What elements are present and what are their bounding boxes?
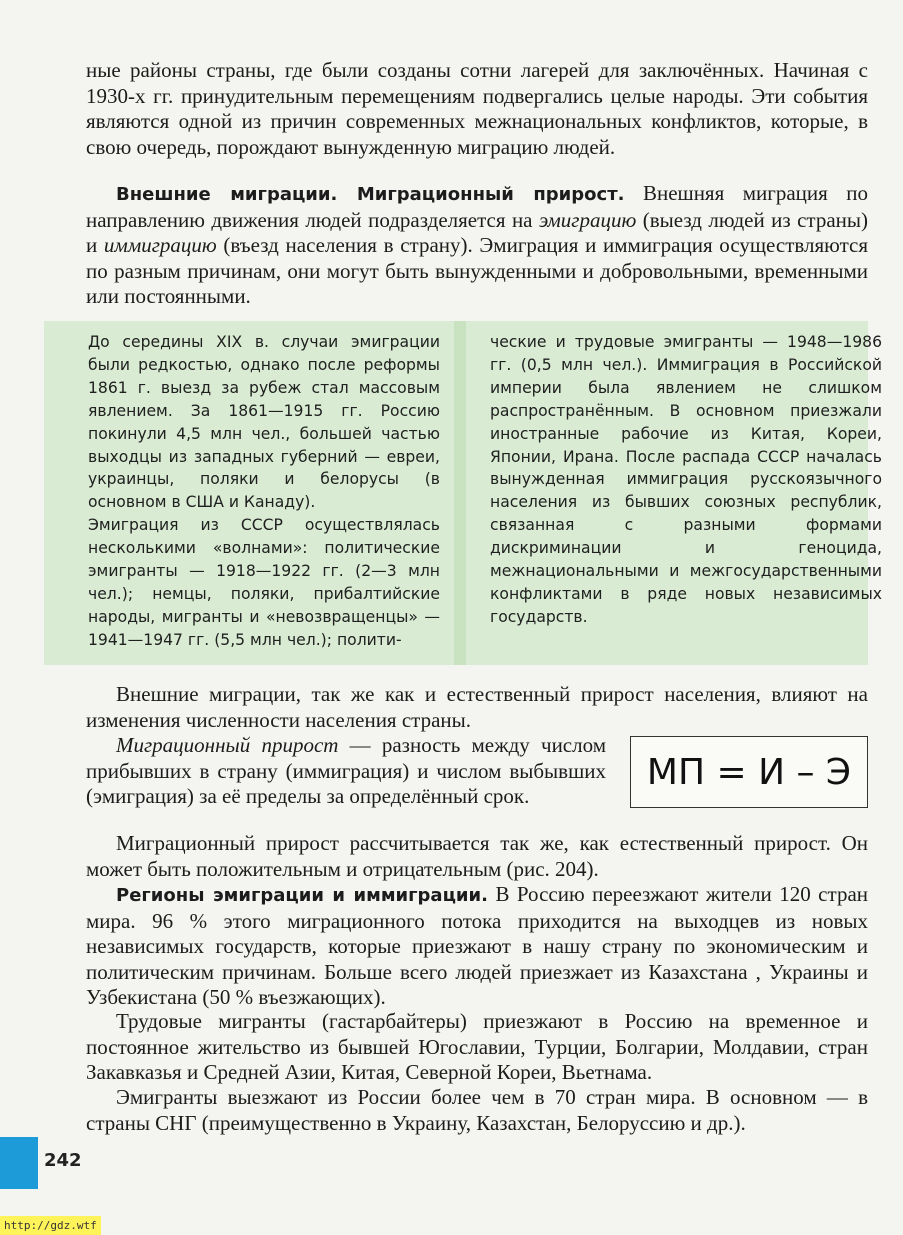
external-text-1: Внешняя миграция по направлению движения людей подразделяется на — [86, 181, 868, 232]
calculation-paragraph: Миграционный прирост рассчитывается так же, как естественный прирост. Он может быть положительным и отрицательным (рис. 204). — [86, 831, 868, 881]
regions-text: В Россию переезжают жители 120 стран мира. 96 % этого миграционного потока приходится на выходцев из новых независимых государств, которые приезжают в нашу страну по экономическим и политическим причинам. Больше всего людей приезжает из Казахстана , Украины и Узбекистана (50 % въезжающих). — [86, 882, 869, 1009]
page-number: 242 — [44, 1150, 82, 1171]
page-number-tab — [0, 1137, 38, 1189]
watermark-link[interactable]: http://gdz.wtf — [0, 1216, 101, 1235]
migration-growth-definition — [86, 733, 606, 810]
migration-growth-formula: МП = И – Э — [630, 736, 868, 808]
labor-migrants-paragraph: Трудовые мигранты (гастарбайтеры) приезжают в Россию на временное и постоянное жительство из бывшей Югославии, Турции, Болгарии, Молдавии, стран Закавказья и Средней Азии, Китая, Северной Кореи, Вьетнама. — [86, 1009, 868, 1084]
intro-paragraph: ные районы страны, где были созданы сотни лагерей для заключённых. Начиная с 1930-х гг. принудительным перемещениям подвергались целые народы. Эти события являются одной из причин современных межнациональных конфликтов, которые, в свою очередь, порождают вынужденную миграцию людей. — [86, 58, 868, 159]
external-text-2: (выезд людей из страны) и — [86, 207, 868, 257]
external-migration-paragraph — [86, 181, 868, 310]
migration-growth-definition-text: — разность между числом прибывших в страну (иммиграция) и числом выбывших (эмиграция) за её пределы за определённый срок. — [86, 733, 606, 808]
influence-paragraph: Внешние миграции, так же как и естественный прирост населения, влияют на изменения численности населения страны. — [86, 682, 868, 732]
sidebar-right-paragraph: ческие и трудовые эмигранты — 1948—1986 гг. (0,5 млн чел.). Иммиграция в Российской империи была явлением не слишком распространённым. В основном приезжали иностранные рабочие из Китая, Кореи, Японии, Ирана. После распада СССР началась вынужденная иммиграция русскоязычного населения из бывших союзных республик, связанная с разными формами дискриминации и геноцида, межнациональными и межгосударственными конфликтами в ряде новых независимых государств. — [490, 333, 882, 626]
external-text-3: (въезд населения в страну). Эмиграция и иммиграция осуществляются по разным причинам, они могут быть вынужденными и добровольными, временными или постоянными. — [86, 233, 868, 308]
emigrants-paragraph: Эмигранты выезжают из России более чем в 70 стран мира. В основном — в страны СНГ (преимущественно в Украину, Казахстан, Белоруссию и др.). — [86, 1085, 868, 1135]
sidebar-divider — [454, 321, 466, 665]
sidebar-left-paragraph-2: Эмиграция из СССР осуществлялась несколькими «волнами»: политические эмигранты — 1918—1922 гг. (2—3 млн чел.); немцы, поляки, прибалтийские народы, мигранты и «невозвращенцы» — 1941—1947 гг. (5,5 млн чел.); полити- — [88, 516, 440, 649]
sidebar-left-column — [88, 331, 440, 652]
regions-heading: Регионы эмиграции и иммиграции. — [116, 885, 488, 906]
term-emigration: эмиграцию — [538, 207, 637, 232]
term-immigration: иммиграцию — [103, 233, 217, 257]
sidebar-right-column — [490, 331, 882, 629]
regions-paragraph — [86, 882, 868, 1011]
history-sidebar — [44, 321, 882, 665]
external-migration-heading: Внешние миграции. Миграционный прирост. — [116, 184, 625, 205]
sidebar-left-paragraph-1: До середины XIX в. случаи эмиграции были редкостью, однако после реформы 1861 г. выезд за рубеж стал массовым явлением. За 1861—1915 гг. Россию покинули 4,5 млн чел., большей частью выходцы из западных губерний — евреи, украинцы, поляки и белорусы (в основном в США и Канаду). — [88, 333, 440, 512]
term-migration-growth: Миграционный прирост — [116, 733, 339, 757]
